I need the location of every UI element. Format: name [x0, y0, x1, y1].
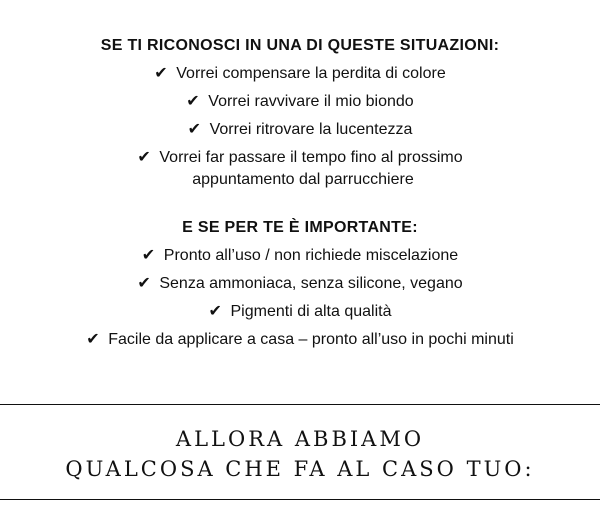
check-icon: ✔: [86, 331, 100, 348]
list-item: [0, 120, 600, 148]
check-icon: ✔: [154, 65, 168, 82]
list-item-text: Facile da applicare a casa – pronto all’uso in pochi minuti: [108, 331, 514, 348]
list-item-text: Vorrei far passare il tempo fino al prossimo: [159, 149, 463, 166]
list-item: [0, 246, 600, 274]
list-item-text: Vorrei ravvivare il mio biondo: [208, 93, 414, 110]
list-item: [0, 64, 600, 92]
list-item-text: Vorrei ritrovare la lucentezza: [209, 121, 413, 138]
list-item-continuation: [0, 170, 600, 192]
bottom-divider: [0, 499, 600, 500]
check-icon: ✔: [208, 303, 222, 320]
list-item-text: Pigmenti di alta qualità: [230, 303, 392, 320]
section-2-heading: E SE PER TE È IMPORTANTE:: [182, 219, 418, 236]
section-1-heading: SE TI RICONOSCI IN UNA DI QUESTE SITUAZIONI:: [100, 37, 500, 54]
list-item-text: appuntamento dal parrucchiere: [192, 171, 414, 188]
list-item: [0, 274, 600, 302]
check-icon: ✔: [137, 149, 151, 166]
list-item-text: Pronto all’uso / non richiede miscelazione: [163, 247, 459, 264]
cta-line-1: ALLORA ABBIAMO: [175, 427, 425, 451]
list-item: [0, 148, 600, 170]
check-icon: ✔: [141, 247, 156, 264]
benefits-list: [0, 246, 600, 358]
list-item: [0, 330, 600, 358]
list-item: [0, 302, 600, 330]
check-icon: ✔: [187, 121, 202, 138]
check-icon: ✔: [186, 93, 200, 110]
situation-list: [0, 64, 600, 192]
check-icon: ✔: [137, 275, 151, 292]
cta-line-2: QUALCOSA CHE FA AL CASO TUO:: [65, 457, 535, 481]
top-divider: [0, 404, 600, 405]
list-item-text: Senza ammoniaca, senza silicone, vegano: [159, 275, 463, 292]
list-item: [0, 92, 600, 120]
list-item-text: Vorrei compensare la perdita di colore: [176, 65, 446, 82]
